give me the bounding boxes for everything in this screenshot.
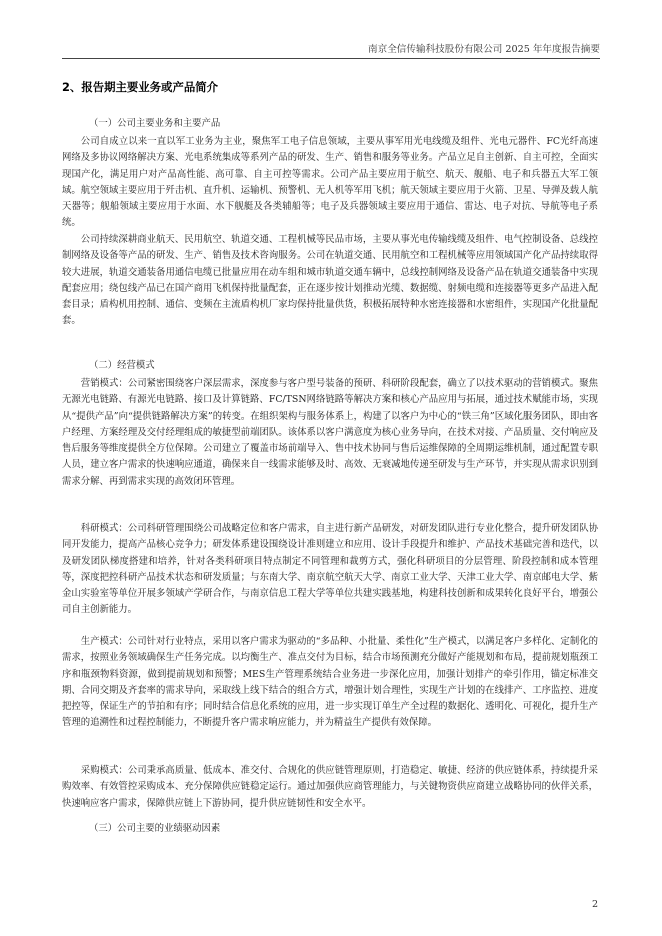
paragraph-civil-business: 公司持续深耕商业航天、民用航空、轨道交通、工程机械等民品市场，主要从事光电传输线缆及组件、电气控制设备、总线控制网络及设备等产品的研发、生产、销售及技术咨询服务。公司在轨道交通、民用航空和工程机械等应用领域国产化产品持续取得较大进展，轨道交通装备用通信电缆已批量应用在动车组和城市轨道交通车辆中，总线控制网络及设备产品在轨道交通装备中实现配套应用；绕包线产品已在国产商用飞机保持批量配套，正在逐步按计划推动光缆、数据缆、射频电缆和连接器等更多产品进入配套目录；盾构机用控制、通信、变频在主流盾构机厂家均保持批量供货，积极拓展特种水密连接器和水密组件，实现国产化批量配套。: [62, 234, 598, 327]
paragraph-research-model: 科研模式：公司科研管理围绕公司战略定位和客户需求，自主进行新产品研发，对研发团队进行专业化整合，提升研发团队协同开发能力，提高产品核心竞争力；研发体系建设围绕设计准则建立和应用、设计手段提升和维护、产品技术基础完善和迭代，以及研发团队梯度搭建和培养，针对各类科研项目特点制定不同管理和裁剪方式，强化科研项目的分层管理、阶段控制和成本管理等，深度把控科研产品技术状态和研发质量；与东南大学、南京航空航天大学、南京工业大学、天津工业大学、南京邮电大学、紫金山实验室等单位开展多领域产学研合作，与南京信息工程大学等单位共建实践基地，构建科技创新和成果转化良好平台，增强公司自主创新能力。: [62, 523, 598, 616]
paragraph-production-model: 生产模式：公司针对行业特点，采用以客户需求为驱动的“多品种、小批量、柔性化”生产模式，以满足客户多样化、定制化的需求，按照业务领域确保生产任务完成。以均衡生产、准点交付为目标，结合市场预测充分做好产能规划和布局，提前规划瓶颈工序和瓶颈物料资源，做到提前规划和预警；MES生产管理系统结合业务进一步深化应用，加强计划排产的牵引作用，锚定标准交期、合同交期及齐套率的需求导向，采取线上线下结合的组合方式，增强计划合理性，实现生产计划的在线排产、工序监控、进度把控等，保证生产的节拍和有序；同时结合信息化系统的应用，进一步实现订单生产全过程的数据化、透明化、可视化，提升生产管理的追溯性和过程控制能力，不断提升客户需求响应能力，并为精益生产提供有效保障。: [62, 636, 598, 729]
page-number: 2: [592, 899, 599, 910]
page-header: 南京全信传输科技股份有限公司 2025 年年度报告摘要: [368, 44, 600, 55]
header-divider: [62, 58, 600, 59]
paragraph-procurement-model: 采购模式：公司秉承高质量、低成本、准交付、合规化的供应链管理原则，打造稳定、敏捷、经济的供应链体系，持续提升采购效率、有效管控采购成本、充分保障供应链稳定运行。通过加强供应商管理能力，与关键物资供应商建立战略协同的伙伴关系，快速响应客户需求，保障供应链上下游协同，提升供应链韧性和安全水平。: [62, 765, 598, 809]
section-title: 2、报告期主要业务或产品简介: [62, 80, 219, 94]
subsection-heading-drivers: （三）公司主要的业绩驱动因素: [89, 823, 221, 834]
paragraph-military-business: 公司自成立以来一直以军工业务为主业，聚焦军工电子信息领域，主要从事军用光电线缆及组件、光电元器件、FC光纤高速网络及多协议网络解决方案、光电系统集成等系列产品的研发、生产、销售和服务等业务。产品立足自主创新、自主可控，全面实现国产化，满足用户对产品高性能、高可靠、自主可控等需求。公司产品主要应用于航空、航天、舰船、电子和兵器五大军工领域。航空领域主要应用于歼击机、直升机、运输机、预警机、无人机等军用飞机；航天领域主要应用于火箭、卫星、导弹及载人航天器等；舰船领域主要应用于水面、水下舰艇及各类辅船等；电子及兵器领域主要应用于通信、雷达、电子对抗、导航等电子系统。: [62, 136, 598, 229]
subsection-heading-model: （二）经营模式: [89, 360, 155, 371]
paragraph-marketing-model: 营销模式：公司紧密围绕客户深层需求，深度参与客户型号装备的预研、科研阶段配套，确立了以技术驱动的营销模式。聚焦无源光电链路、有源光电链路、接口及计算链路、FC/TSN网络链路等解决方案和核心产品应用与拓展，通过技术赋能市场，实现从“提供产品”向“提供链路解决方案”的转变。在组织架构与服务体系上，构建了以客户为中心的“铁三角”区域化服务团队，即由客户经理、方案经理及交付经理组成的敏捷型前端团队。该体系以客户满意度为核心业务导向，在技术对接、产品质量、交付响应及售后服务等维度提供全方位保障。公司建立了覆盖市场前端导入、售中技术协同与售后运维保障的全周期运维机制，通过配置专职人员，建立客户需求的快速响应通道，确保来自一线需求能够及时、高效、无衰减地传递至研发与生产环节，并实现从需求识别到需求分解、再到需求实现的高效闭环管理。: [62, 378, 598, 487]
subsection-heading-business: （一）公司主要业务和主要产品: [89, 118, 221, 129]
